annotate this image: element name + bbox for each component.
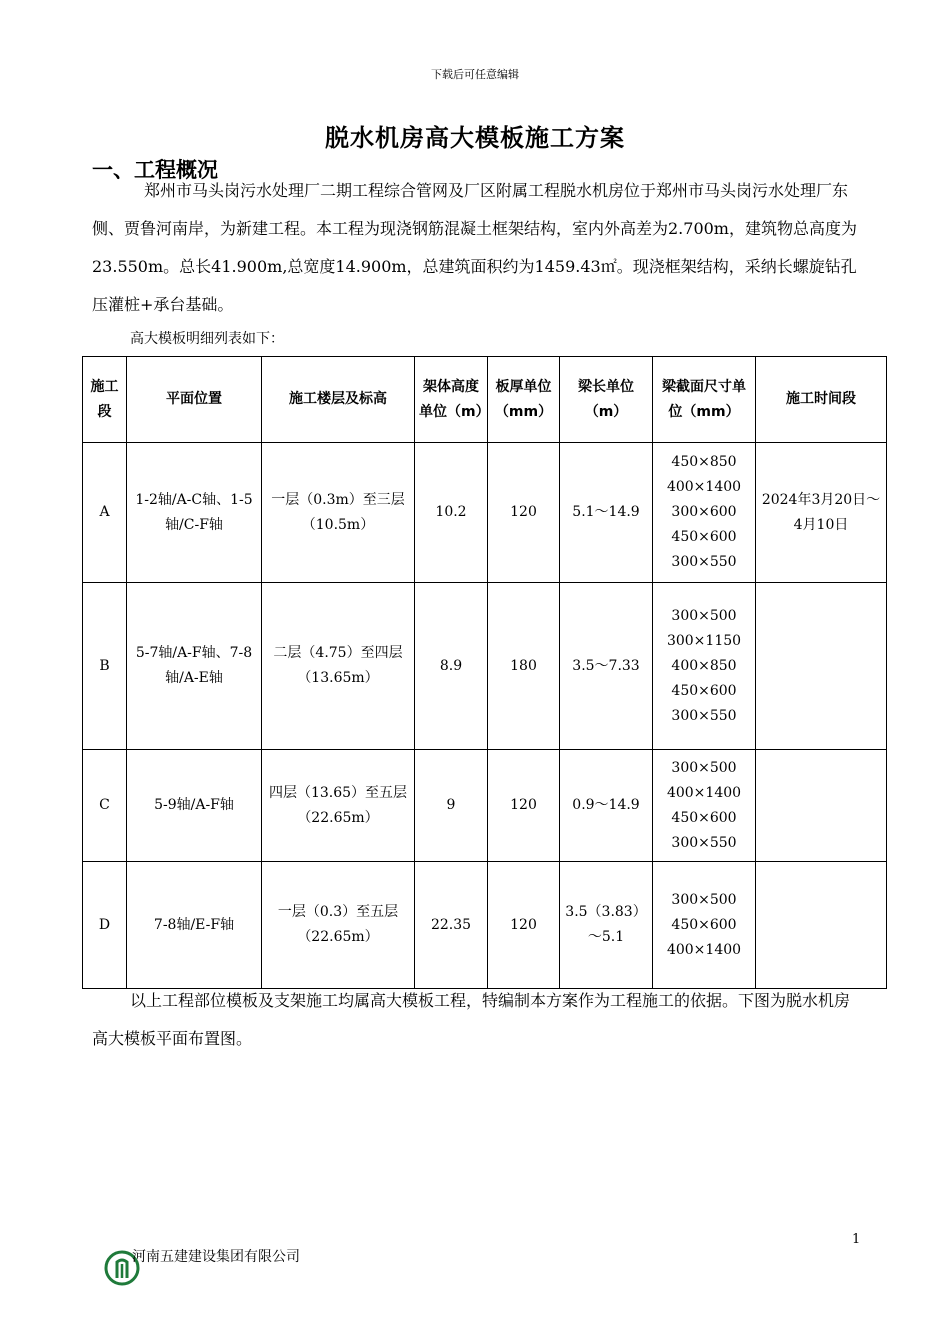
- beam-length-cell: 3.5～7.33: [560, 583, 653, 750]
- table-row: [83, 443, 887, 583]
- table-row: [83, 583, 887, 750]
- position-cell: 7-8轴/E-F轴: [127, 862, 262, 989]
- height-cell: 9: [415, 750, 488, 862]
- beam-section-cell: [653, 862, 756, 989]
- segment-cell: C: [83, 750, 127, 862]
- position-cell: 5-7轴/A-F轴、7-8轴/A-E轴: [127, 583, 262, 750]
- header-cell: 施工楼层及标高: [262, 357, 415, 443]
- intro-paragraph: 郑州市马头岗污水处理厂二期工程综合管网及厂区附属工程脱水机房位于郑州市马头岗污水处理厂东侧、贾鲁河南岸，为新建工程。本工程为现浇钢筋混凝土框架结构，室内外高差为2.700m，建筑物总高度为23.550m。总长41.900m,总宽度14.900m，总建筑面积约为1459.43㎡。现浇框架结构，采纳长螺旋钻孔压灌桩+承台基础。: [92, 181, 857, 314]
- formwork-detail-table: [82, 356, 887, 989]
- floor-cell: 一层（0.3m）至三层（10.5m）: [262, 443, 415, 583]
- table-caption: 高大模板明细列表如下：: [130, 331, 284, 347]
- beam-section-cell: [653, 583, 756, 750]
- section-heading: 一、工程概况: [92, 158, 218, 182]
- beam-length-cell: 3.5（3.83）～5.1: [560, 862, 653, 989]
- beam-section-value: 300×600: [671, 504, 737, 520]
- beam-section-value: 450×600: [671, 682, 737, 699]
- beam-section-cell: [653, 750, 756, 862]
- slab-cell: 120: [488, 862, 560, 989]
- beam-section-value: 300×550: [671, 554, 737, 570]
- header-cell: 架体高度单位（m）: [415, 357, 488, 443]
- slab-cell: 120: [488, 443, 560, 583]
- segment-cell: A: [83, 443, 127, 583]
- height-cell: 8.9: [415, 583, 488, 750]
- beam-section-value: 450×600: [671, 809, 737, 826]
- beam-section-value: 300×550: [671, 707, 737, 724]
- time-cell: [756, 750, 887, 862]
- document-title: 脱水机房高大模板施工方案: [325, 124, 625, 152]
- beam-section-value: 450×600: [671, 529, 737, 545]
- company-name: 河南五建建设集团有限公司: [132, 1249, 300, 1265]
- beam-length-cell: 0.9～14.9: [560, 750, 653, 862]
- position-cell: 5-9轴/A-F轴: [127, 750, 262, 862]
- beam-section-value: 300×1150: [666, 632, 742, 649]
- header-cell: 梁截面尺寸单位（mm）: [653, 357, 756, 443]
- beam-section-value: 400×1400: [666, 941, 742, 958]
- page-number: 1: [852, 1232, 861, 1247]
- floor-cell: 一层（0.3）至五层（22.65m）: [262, 862, 415, 989]
- table-header-row: [83, 357, 887, 443]
- closing-paragraph: 以上工程部位模板及支架施工均属高大模板工程，特编制本方案作为工程施工的依据。下图为脱水机房高大模板平面布置图。: [92, 991, 851, 1048]
- beam-section-value: 300×500: [671, 607, 737, 624]
- beam-section-value: 450×850: [671, 454, 737, 470]
- time-cell: [756, 583, 887, 750]
- height-cell: 10.2: [415, 443, 488, 583]
- header-cell: 平面位置: [127, 357, 262, 443]
- beam-section-value: 450×600: [671, 916, 737, 933]
- header-cell: 梁长单位（m）: [560, 357, 653, 443]
- header-cell: 施工段: [83, 357, 127, 443]
- beam-section-value: 400×850: [671, 657, 737, 674]
- table-row: [83, 862, 887, 989]
- table-row: [83, 750, 887, 862]
- slab-cell: 120: [488, 750, 560, 862]
- beam-section-value: 400×1400: [666, 784, 742, 801]
- time-cell: [756, 862, 887, 989]
- floor-cell: 二层（4.75）至四层（13.65m）: [262, 583, 415, 750]
- segment-cell: B: [83, 583, 127, 750]
- position-cell: 1-2轴/A-C轴、1-5轴/C-F轴: [127, 443, 262, 583]
- beam-section-cell: [653, 443, 756, 583]
- height-cell: 22.35: [415, 862, 488, 989]
- floor-cell: 四层（13.65）至五层（22.65m）: [262, 750, 415, 862]
- slab-cell: 180: [488, 583, 560, 750]
- segment-cell: D: [83, 862, 127, 989]
- beam-section-value: 400×1400: [666, 479, 742, 495]
- header-note: 下载后可任意编辑: [431, 68, 519, 81]
- beam-section-value: 300×500: [671, 891, 737, 908]
- time-cell: 2024年3月20日～4月10日: [756, 443, 887, 583]
- beam-section-value: 300×500: [671, 759, 737, 776]
- beam-length-cell: 5.1～14.9: [560, 443, 653, 583]
- beam-section-value: 300×550: [671, 834, 737, 851]
- header-cell: 板厚单位（mm）: [488, 357, 560, 443]
- header-cell: 施工时间段: [756, 357, 887, 443]
